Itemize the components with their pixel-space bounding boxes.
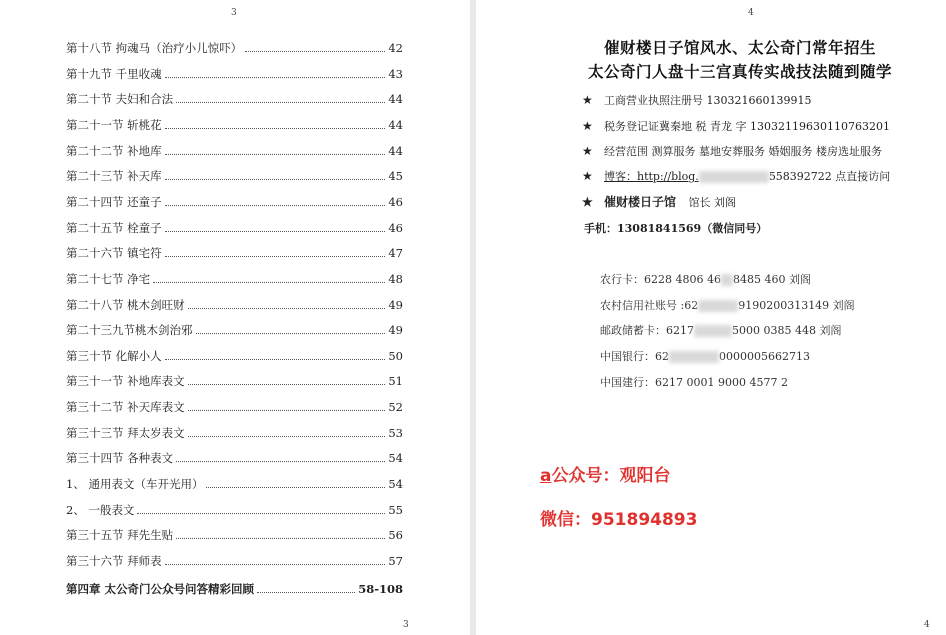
bank-suffix: 5000 0385 448 刘阁	[732, 324, 842, 337]
toc-row	[66, 345, 403, 363]
toc-leader	[188, 307, 386, 309]
toc-row	[66, 447, 403, 465]
toc-row	[66, 550, 403, 568]
phone-line: 手机：13081841569（微信同号）	[584, 222, 768, 235]
toc-label: 第二十四节 还童子	[66, 194, 162, 209]
toc-leader	[165, 127, 386, 129]
toc-page-number: 42	[388, 41, 403, 55]
toc-page-number: 49	[388, 323, 403, 338]
toc-leader	[176, 101, 385, 103]
bank-row-boc	[600, 348, 810, 364]
toc-page-number: 44	[388, 117, 403, 132]
blog-link[interactable]: 博客：http://blog.	[604, 170, 699, 183]
toc-chapter-label: 第四章 太公奇门公众号问答精彩回顾	[66, 582, 255, 596]
wechat-public-prefix: a	[540, 466, 552, 486]
toc-row	[66, 319, 403, 337]
toc-row	[66, 191, 403, 209]
toc-leader	[165, 230, 386, 232]
info-row-tax	[582, 118, 890, 134]
star-icon: ★	[582, 169, 593, 183]
toc-leader	[165, 76, 386, 78]
bank-prefix: 农村信用社账号 :62	[600, 299, 699, 312]
toc-page-number: 56	[388, 528, 403, 543]
toc-label: 第十九节 千里收魂	[66, 66, 162, 81]
toc-row	[66, 524, 403, 542]
toc-leader	[165, 153, 386, 155]
info-row-shop	[582, 193, 736, 210]
toc-label: 第三十四节 各种表文	[66, 451, 174, 466]
toc-row	[66, 165, 403, 183]
toc-leader	[196, 332, 386, 334]
bank-row-credit-union	[600, 297, 855, 313]
toc-leader	[165, 358, 386, 360]
star-icon: ★	[582, 93, 593, 107]
bank-row-ccb	[600, 374, 788, 390]
toc-leader	[188, 383, 386, 385]
toc-row	[66, 370, 403, 388]
toc-page-number: 52	[388, 400, 403, 415]
toc-row	[66, 114, 403, 132]
toc-leader	[188, 409, 386, 411]
toc-page-number: 57	[388, 554, 403, 568]
bank-prefix: 邮政储蓄卡：6217	[600, 324, 694, 337]
redacted-blur	[669, 351, 719, 363]
toc-label: 第三十一节 补地库表文	[66, 374, 185, 389]
right-top-page-number: 4	[748, 8, 754, 18]
toc-row	[66, 88, 403, 106]
wechat-id: 微信：951894893	[540, 510, 698, 530]
wechat-public-account	[540, 461, 670, 486]
toc-label: 第三十节 化解小人	[66, 348, 162, 363]
toc-page-number: 45	[388, 169, 403, 184]
left-bottom-page-number: 3	[403, 620, 409, 630]
toc-chapter-page: 58-108	[358, 582, 403, 596]
info-scope-text: 经营范围 测算服务 墓地安葬服务 婚姻服务 楼房选址服务	[604, 145, 882, 158]
toc-leader	[165, 178, 386, 180]
toc-leader	[176, 537, 385, 539]
toc-label: 第二十节 夫妇和合法	[66, 92, 174, 107]
toc-label: 2、 一般表文	[66, 502, 135, 517]
bank-suffix: 0000005662713	[719, 350, 810, 363]
toc-row	[66, 294, 403, 312]
toc-page-number: 49	[388, 297, 403, 312]
toc-leader	[153, 281, 385, 283]
toc-label: 第三十六节 拜师表	[66, 554, 162, 568]
toc-page-number: 50	[388, 348, 403, 363]
toc-label: 第三十三节 拜太岁表文	[66, 425, 185, 440]
toc-row	[66, 396, 403, 414]
toc-leader	[257, 591, 355, 593]
toc-page-number: 55	[388, 502, 403, 517]
page-title-line-2: 太公奇门人盘十三宫真传实战技法随到随学	[587, 62, 892, 81]
toc-page-number: 46	[388, 194, 403, 209]
toc-label: 1、 通用表文（车开光用）	[66, 477, 204, 492]
wechat-public-text: 公众号：观阳台	[551, 466, 671, 486]
info-row-scope	[582, 143, 882, 159]
toc-page-number: 54	[388, 477, 403, 492]
toc-page-number: 54	[388, 451, 403, 466]
toc-row	[66, 268, 403, 286]
toc-label: 第二十三节 补天库	[66, 169, 162, 184]
info-tax-text: 税务登记证冀秦地 税 青龙 字 130321196301107​63201	[604, 120, 890, 133]
toc-page-number: 53	[388, 425, 403, 440]
toc-label: 第三十二节 补天库表文	[66, 400, 185, 415]
toc-row	[66, 242, 403, 260]
toc-page-number: 48	[388, 271, 403, 286]
bank-row-postal	[600, 322, 841, 338]
bank-prefix: 农行卡：6228 4806 46	[600, 273, 721, 286]
toc-leader	[176, 460, 385, 462]
toc-label: 第二十三九节桃木剑治邪	[66, 323, 193, 338]
toc-label: 第二十五节 栓童子	[66, 220, 162, 235]
info-row-license	[582, 92, 811, 108]
left-top-page-number: 3	[231, 8, 237, 18]
bank-suffix: 8485 460 刘阁	[732, 273, 811, 286]
info-row-blog	[582, 168, 890, 184]
toc-leader	[188, 435, 386, 437]
info-license-text: 工商营业执照注册号 130321660139915	[604, 94, 812, 107]
bank-prefix: 中国银行：62	[600, 350, 669, 363]
toc-row	[66, 473, 403, 491]
toc-chapter-row	[66, 578, 403, 596]
toc-row	[66, 217, 403, 235]
toc-label: 第二十二节 补地库	[66, 143, 162, 158]
toc-row	[66, 140, 403, 158]
toc-leader	[165, 255, 386, 257]
toc-leader	[165, 204, 386, 206]
toc-page-number: 51	[388, 374, 403, 389]
page-title-line-1: 催财楼日子馆风水、太公奇门常年招生	[603, 38, 876, 57]
bank-suffix: 9190200313149 刘阁	[738, 299, 855, 312]
toc-page-number: 44	[388, 143, 403, 158]
star-icon: ★	[582, 119, 593, 133]
toc-label: 第三十五节 拜先生贴	[66, 528, 174, 543]
toc-row	[66, 63, 403, 81]
star-icon: ★	[582, 144, 593, 158]
toc-label: 第二十七节 净宅	[66, 271, 151, 286]
toc-page-number: 43	[388, 66, 403, 81]
shop-role: 馆长 刘阁	[688, 196, 737, 209]
toc-leader	[206, 486, 385, 488]
redacted-blur	[698, 300, 738, 312]
redacted-blur	[721, 274, 733, 286]
toc-row	[66, 37, 403, 55]
toc-label: 第二十六节 镇宅符	[66, 246, 162, 261]
redacted-blur	[699, 171, 769, 183]
toc-page-number: 46	[388, 220, 403, 235]
shop-name: 催财楼日子馆	[604, 195, 677, 209]
toc-page-number: 47	[388, 246, 403, 261]
toc-leader	[165, 563, 386, 565]
toc-label: 第十八节 拘魂马（治疗小儿惊吓）	[66, 41, 243, 55]
bank-prefix: 中国建行：6217 0001 9000 4577 2	[600, 376, 788, 389]
toc-row	[66, 422, 403, 440]
toc-label: 第二十八节 桃木剑旺财	[66, 297, 185, 312]
toc-leader	[245, 50, 385, 52]
bank-row-abc	[600, 271, 811, 287]
toc-leader	[137, 512, 385, 514]
toc-label: 第二十一节 斩桃花	[66, 117, 162, 132]
blog-suffix: 558392722 点直接访问	[768, 170, 891, 183]
toc-row	[66, 499, 403, 517]
toc-page-number: 44	[388, 92, 403, 107]
star-icon: ★	[582, 195, 593, 209]
right-bottom-page-number: 4	[924, 620, 930, 630]
redacted-blur	[694, 325, 732, 337]
